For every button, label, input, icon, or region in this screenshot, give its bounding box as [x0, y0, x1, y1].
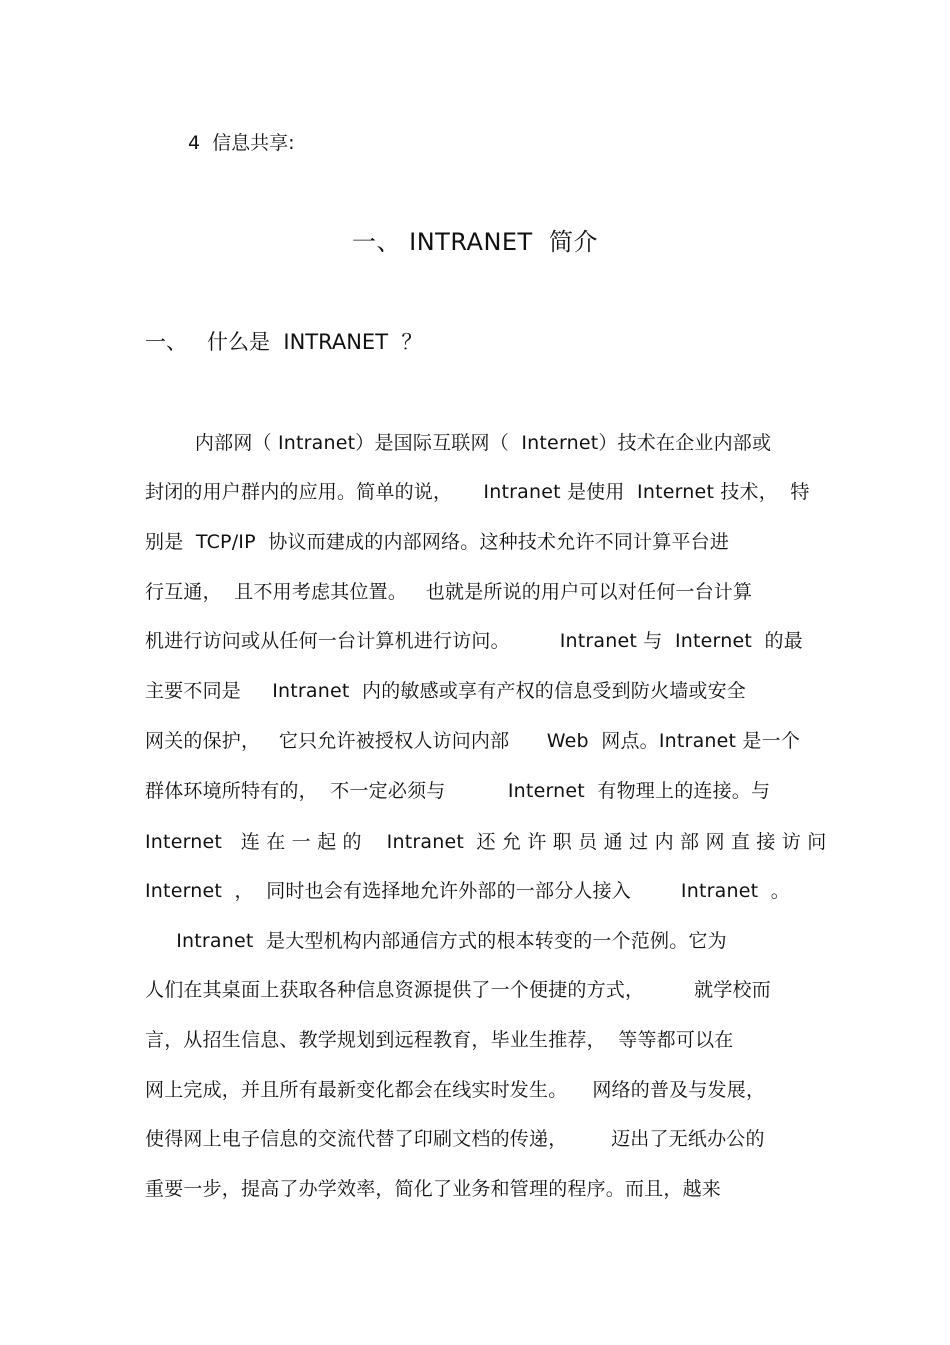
paragraph-line: 行互通， 且不用考虑其位置。 也就是所说的用户可以对任何一台计算: [145, 581, 753, 603]
paragraph-line: 别是 TCP/IP 协议而建成的内部网络。这种技术允许不同计算平台进: [145, 531, 730, 553]
paragraph-line: 人们在其桌面上获取各种信息资源提供了一个便捷的方式， 就学校而: [145, 979, 771, 1001]
paragraph-line: 言，从招生信息、教学规划到远程教育，毕业生推荐， 等等都可以在: [145, 1029, 734, 1051]
paragraph-line: 使得网上电子信息的交流代替了印刷文档的传递， 迈出了无纸办公的: [145, 1128, 765, 1150]
paragraph-line: Internet ， 同时也会有选择地允许外部的一部分人接入 Intranet 。: [145, 880, 790, 902]
paragraph-line: 内部网（ Intranet）是国际互联网（ Internet）技术在企业内部或: [145, 432, 772, 454]
section-heading: 一、 什么是 INTRANET ？: [145, 330, 423, 354]
paragraph-line: 网上完成，并且所有最新变化都会在线实时发生。 网络的普及与发展，: [145, 1079, 766, 1101]
paragraph-line: 封闭的用户群内的应用。简单的说， Intranet 是使用 Internet 技术， 特: [145, 481, 810, 503]
paragraph-line: Intranet 是大型机构内部通信方式的根本转变的一个范例。它为: [145, 930, 727, 952]
document-title: 一、 INTRANET 简介: [352, 228, 598, 256]
paragraph-line: 机进行访问或从任何一台计算机进行访问。 Intranet 与 Internet 的最: [145, 630, 803, 652]
paragraph-line: 群体环境所特有的， 不一定必须与 Internet 有物理上的连接。与: [145, 780, 771, 802]
paragraph-line: 主要不同是 Intranet 内的敏感或享有产权的信息受到防火墙或安全: [145, 680, 747, 702]
paragraph-line: Internet 连 在 一 起 的 Intranet 还 允 许 职 员 通 过 内 部 网 直 接 访 问: [145, 831, 827, 853]
paragraph-line: 重要一步，提高了办学效率，简化了业务和管理的程序。而且，越来: [145, 1178, 722, 1200]
item-heading: 4 信息共享:: [188, 132, 295, 154]
paragraph-line: 网关的保护， 它只允许被授权人访问内部 Web 网点。Intranet 是一个: [145, 730, 801, 752]
